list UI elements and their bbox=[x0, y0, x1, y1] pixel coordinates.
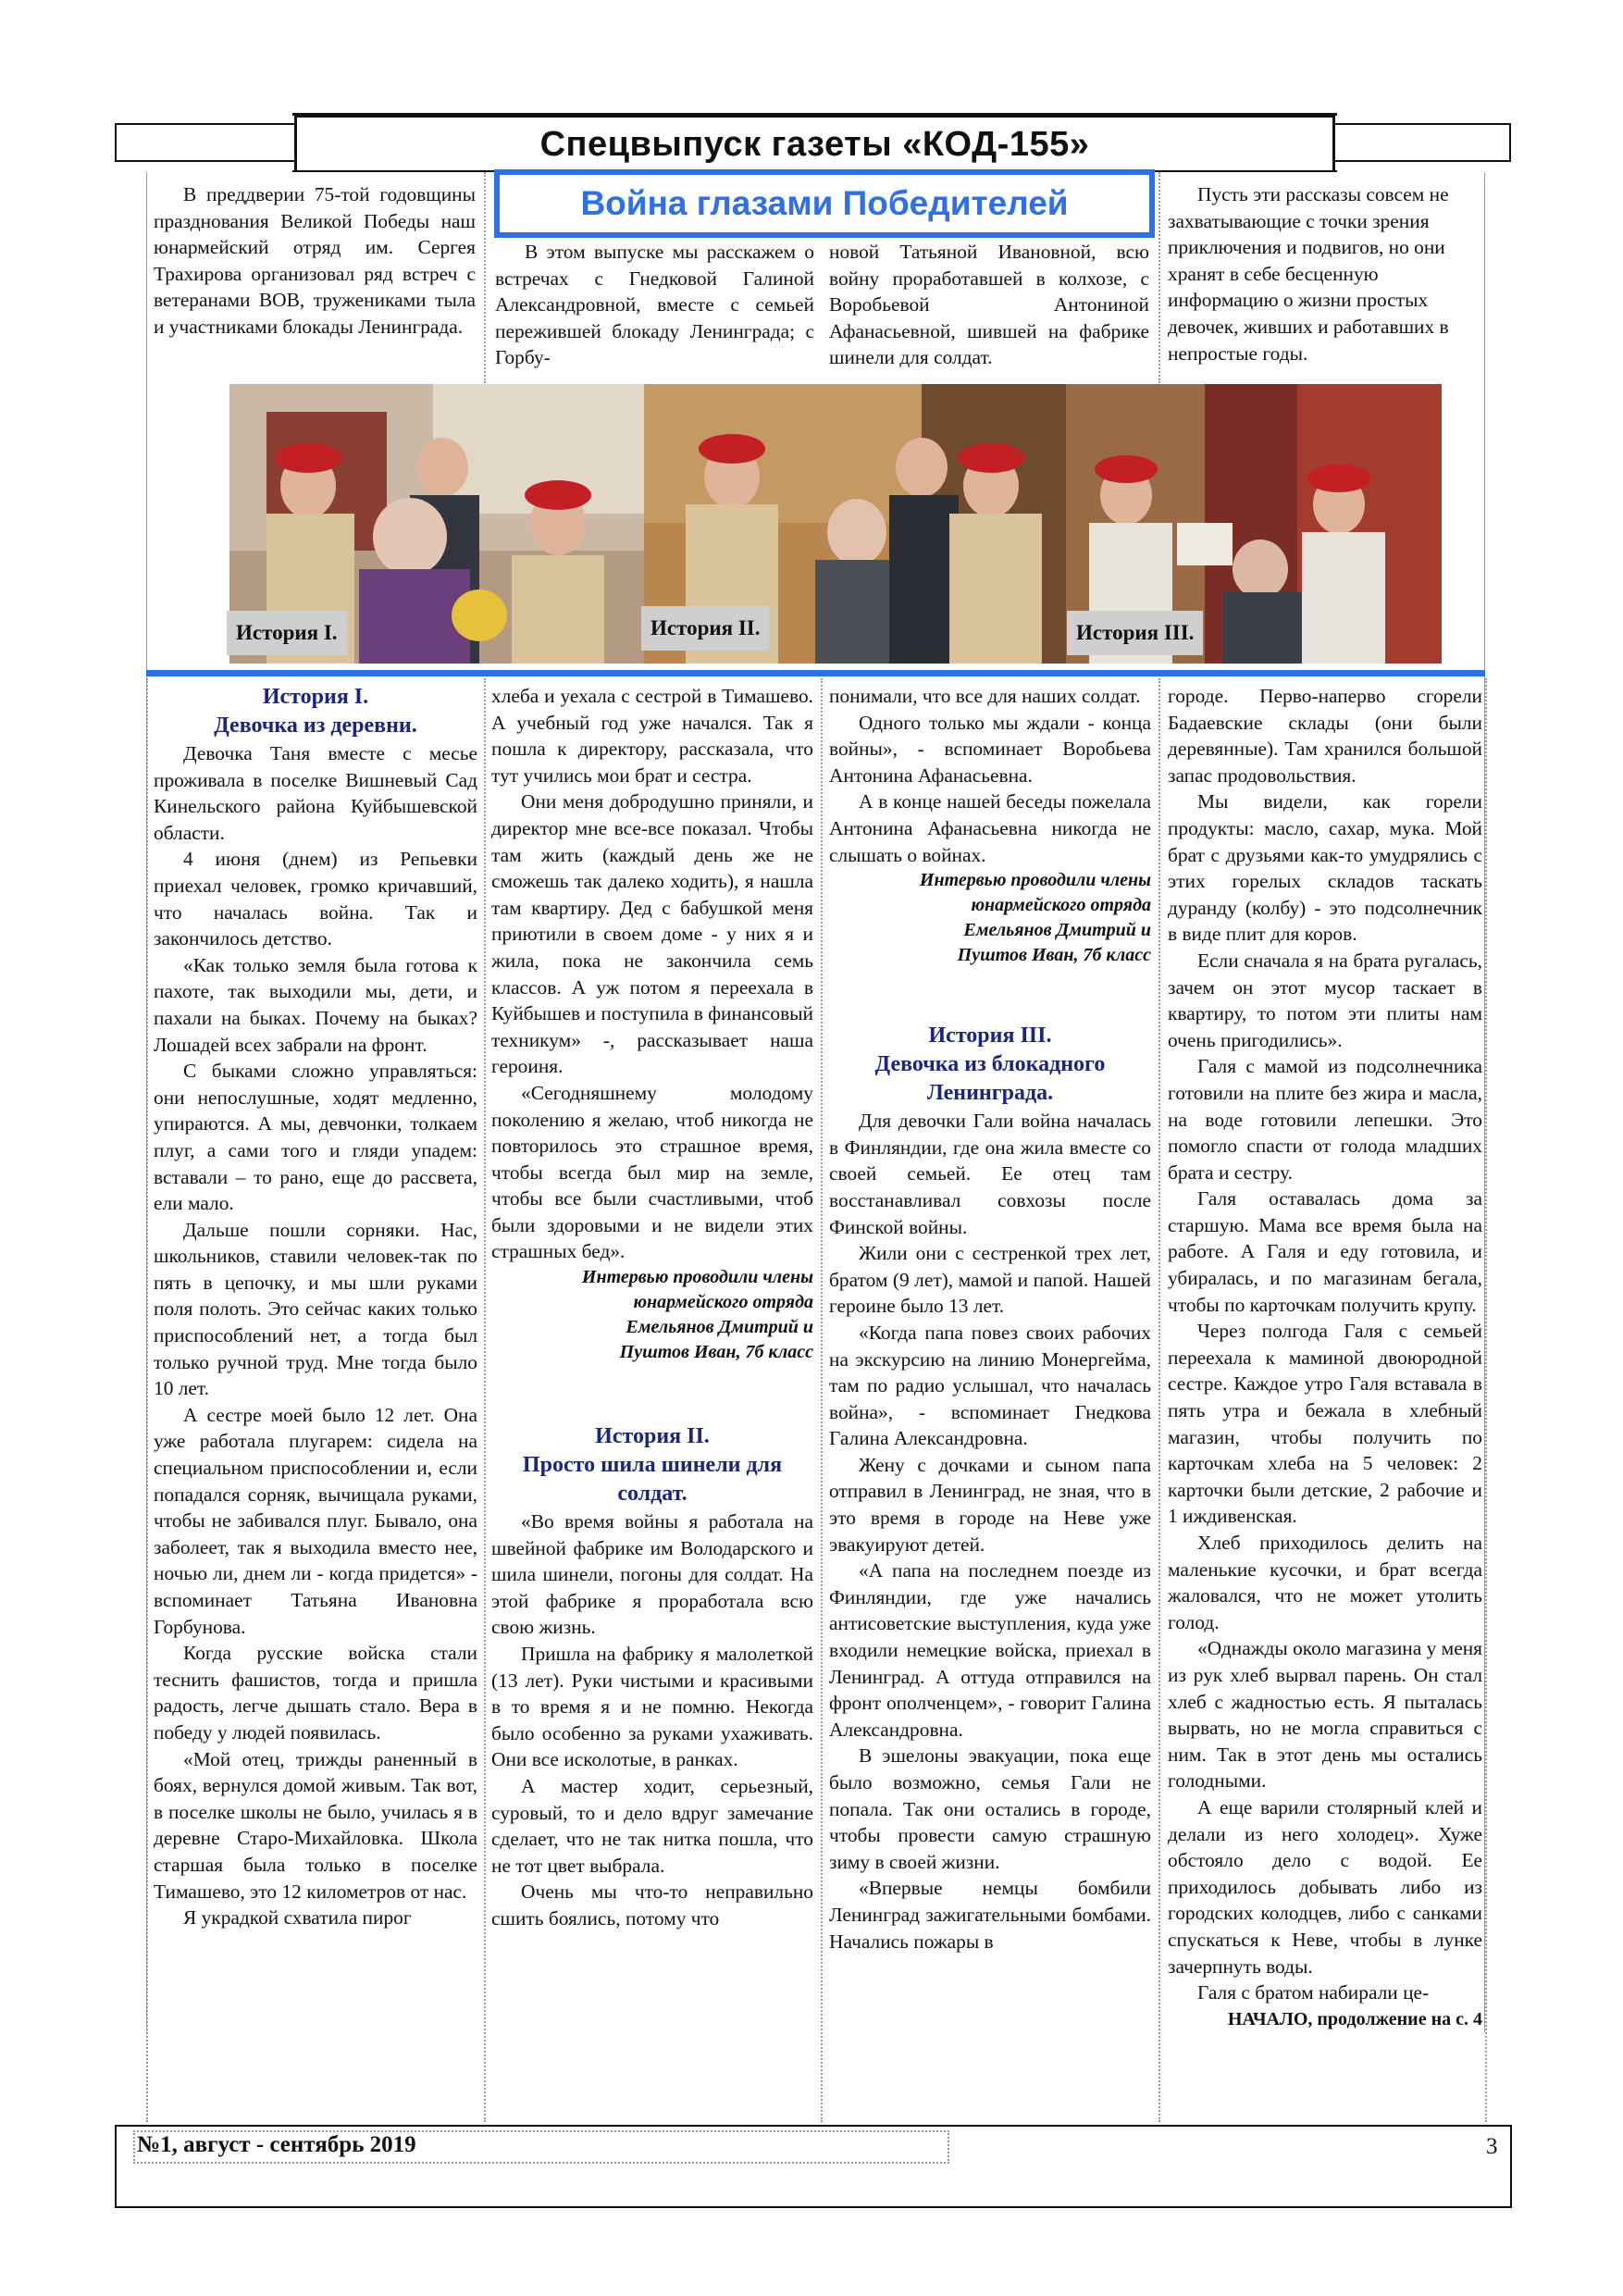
footer-issue: №1, август - сентябрь 2019 bbox=[137, 2132, 416, 2157]
signature-line: Емельянов Дмитрий и bbox=[626, 1317, 813, 1338]
column-separator bbox=[1158, 678, 1160, 2122]
continued-note: НАЧАЛО, продолжение на с. 4 bbox=[1227, 2008, 1482, 2029]
signature-line: Интервью проводили члены bbox=[919, 870, 1151, 891]
masthead-tab-right bbox=[1333, 123, 1511, 162]
story-2-paragraph-cont: понимали, что все для наших солдат. bbox=[829, 685, 1141, 707]
intro-col-1 bbox=[154, 181, 476, 341]
story-1-heading-title: Девочка из деревни. bbox=[214, 714, 417, 738]
story-2-signature bbox=[829, 868, 1151, 968]
story-col-1 bbox=[154, 683, 477, 1931]
masthead bbox=[294, 115, 1335, 172]
story-1-paragraph: А сестре моей было 12 лет. Она уже работала плугарем: сидела на специальном приспособлении и, если попадался сорняк, вычищала руками, чтобы не забивался плуг. Бывало, она заболеет, так я выходила вместо нее, ночью ли, днем ли - когда придется» - вспоминает Татьяна Ивановна Горбунова. bbox=[154, 1403, 477, 1638]
story-2-paragraph: «Во время войны я работала на швейной фабрике им Володарского и шила шинели, погоны для солдат. На этой фабрике я проработала всю свою жизнь. bbox=[491, 1510, 813, 1639]
story-1-heading-number: История I. bbox=[262, 685, 369, 709]
photo-caption-3: История III. bbox=[1067, 611, 1203, 655]
story-3-paragraph: «Однажды около магазина у меня из рук хлеб вырвал парень. Он стал хлеб с жадностью есть. Я пыталась вырвать, но не могла справиться с ним. Так в этот день мы остались голодными. bbox=[1168, 1637, 1482, 1793]
story-3-paragraph: Если сначала я на брата ругалась, зачем он этот мусор таскает в квартиру, то потом эти плиты нам очень пригодились». bbox=[1168, 949, 1482, 1051]
story-col-3 bbox=[829, 683, 1151, 1955]
story-col-4 bbox=[1168, 683, 1482, 2032]
signature-line: Пуштов Иван, 7б класс bbox=[619, 1342, 813, 1363]
intro-col-4 bbox=[1168, 181, 1482, 366]
spacer bbox=[829, 968, 1151, 1022]
story-1-signature bbox=[491, 1265, 813, 1365]
column-separator bbox=[146, 678, 148, 2122]
story-3-paragraph: Хлеб приходилось делить на маленькие кусочки, и брат всегда жаловался, что не может утолить голод. bbox=[1168, 1532, 1482, 1633]
headline-box bbox=[494, 169, 1155, 238]
column-separator bbox=[821, 678, 823, 2122]
story-1-paragraph: Дальше пошли сорняки. Нас, школьников, ставили человек-так по пять в цепочку, и мы шли руками поля полоть. Это сейчас каких только приспособлений нет, а тогда был только ручной труд. Мне тогда было 10 лет. bbox=[154, 1218, 477, 1400]
story-1-paragraph: Когда русские войска стали теснить фашистов, тогда и пришла радость, легче дышать стало. Вера в победу у людей появилась. bbox=[154, 1642, 477, 1744]
story-3-paragraph: Через полгода Галя с семьей переехала к маминой двоюродной сестре. Каждое утро Галя вставала в пять утра и бежала в хлебный магазин, чтобы получить по карточкам хлеба на 5 человек: 2 карточки были детские, 2 рабочие и 1 иждивенская. bbox=[1168, 1320, 1482, 1528]
column-separator bbox=[484, 172, 486, 383]
story-1-paragraph-cont: хлеба и уехала с сестрой в Тимашево. А учебный год уже начался. Так я пошла к директору, рассказала, что тут учились мои брат и сестра. bbox=[491, 685, 813, 787]
story-3-paragraph: «А папа на последнем поезде из Финляндии, где уже начались антисоветские выступления, куда уже входили немецкие войска, приехал в Ленинград. А оттуда отправился на фронт ополченцем», - говорит Галина Александровна. bbox=[829, 1559, 1151, 1741]
story-3-paragraph: Жили они с сестренкой трех лет, братом (9 лет), мамой и папой. Нашей героине было 13 лет. bbox=[829, 1242, 1151, 1318]
story-1-paragraph: С быками сложно управляться: они непослушные, ходят медленно, упираются. А мы, девчонки, толкаем плуг, а сами того и гляди упадем: вставали – то рано, еще до рассвета, ели мало. bbox=[154, 1060, 477, 1215]
story-3-paragraph: Мы видели, как горели продукты: масло, сахар, мука. Мой брат с друзьями как-то умудрялись с этих горелых складов таскать дуранду (колбу) - это подсолнечник в виде плит для коров. bbox=[1168, 790, 1482, 946]
story-1-paragraph: «Мой отец, трижды раненный в боях, вернулся домой живым. Так вот, в поселке школы не было, училась я в деревне Старо-Михайловка. Школа старшая была только в поселке Тимашево, это 12 километров от нас. bbox=[154, 1747, 477, 1903]
story-3-paragraph: В эшелоны эвакуации, пока еще было возможно, семья Гали не попала. Так они остались в городе, чтобы провести самую страшную зиму в своей жизни. bbox=[829, 1744, 1151, 1873]
story-3-paragraph: «Впервые немцы бомбили Ленинград зажигательными бомбами. Начались пожары в bbox=[829, 1877, 1151, 1953]
masthead-title: Спецвыпуск газеты «КОД-155» bbox=[539, 125, 1090, 164]
story-2-heading-title: Просто шила шинели для солдат. bbox=[522, 1453, 783, 1507]
intro-col-2 bbox=[495, 239, 814, 371]
story-2-paragraph: Пришла на фабрику я малолеткой (13 лет). Руки чистыми и красивыми в то время я и не помню. Некогда было особенно за руками ухаживать. Они все исколотые, в ранках. bbox=[491, 1643, 813, 1771]
story-1-paragraph: «Сегодняшнему молодому поколению я желаю, чтоб никогда не повторилось это страшное время, чтобы всегда был мир на земле, чтобы все были счастливыми, чтоб были здоровыми и не видели этих страшных бед». bbox=[491, 1081, 813, 1263]
blue-divider bbox=[146, 670, 1485, 676]
story-1-paragraph: Девочка Таня вместе с месье проживала в поселке Вишневый Сад Кинельского района Куйбышевской области. bbox=[154, 742, 477, 844]
story-col-2 bbox=[491, 683, 813, 1932]
story-3-paragraph: Жену с дочками и сыном папа отправил в Ленинград, не зная, что в это время в городе на Неве уже эвакуируют детей. bbox=[829, 1453, 1151, 1556]
intro-text-4: Пусть эти рассказы совсем не захватывающие с точки зрения приключения и подвигов, но они хранят в себе бесценную информацию о жизни простых девочек, живших и работавших в непростые годы. bbox=[1168, 183, 1449, 365]
story-2-paragraph: Очень мы что-то неправильно сшить боялись, потому что bbox=[491, 1880, 813, 1930]
story-3-paragraph: Для девочки Гали война началась в Финляндии, где она жила вместе со своей семьей. Ее отец там восстанавливал совхозы после Финской войны. bbox=[829, 1110, 1151, 1238]
story-1-paragraph: Они меня добродушно приняли, и директор мне все-все показал. Чтобы там жить (каждый день же не сможешь так далеко ходить), я нашла там квартиру. Дед с бабушкой меня приютили в своем доме - у них я и жила, пока не закончила семь классов. А уж потом я переехала в Куйбышев и поступила в финансовый техникум» -, рассказывает наша героиня. bbox=[491, 790, 813, 1078]
column-separator bbox=[1485, 678, 1487, 2122]
intro-col-3 bbox=[829, 239, 1149, 371]
story-2-paragraph: А в конце нашей беседы пожелала Антонина Афанасьевна никогда не слышать о войнах. bbox=[829, 790, 1151, 866]
story-1-paragraph: 4 июня (днем) из Репьевки приехал человек, громко кричавший, что началась война. Так и закончилось детство. bbox=[154, 848, 477, 950]
page-number: 3 bbox=[1486, 2134, 1498, 2159]
story-3-paragraph-cont: городе. Перво-наперво сгорели Бадаевские склады (они были деревянные). Там хранился большой запас продовольствия. bbox=[1168, 685, 1482, 787]
story-2-heading-number: История II. bbox=[595, 1424, 710, 1449]
story-3-paragraph: А еще варили столярный клей и делали из него холодец». Хуже обстояло дело с водой. Ее приходилось добывать либо из городских колодцев, либо с санками спускаться к Неве, чтобы в лунке зачерпнуть воды. bbox=[1168, 1795, 1482, 1978]
column-separator bbox=[484, 678, 486, 2122]
column-separator bbox=[1158, 172, 1160, 383]
signature-line: юнармейского отряда bbox=[971, 895, 1151, 916]
intro-text-3: новой Татьяной Ивановной, всю войну проработавшей в колхозе, с Воробьевой Антониной Афанасьевной, шившей на фабрике шинели для солдат. bbox=[829, 241, 1149, 369]
story-3-paragraph: «Когда папа повез своих рабочих на экскурсию на линию Монергейма, там по радио услышал, что началась война», - вспоминает Гнедкова Галина Александровна. bbox=[829, 1321, 1151, 1450]
story-1-paragraph: Я украдкой схватила пирог bbox=[183, 1906, 412, 1930]
story-3-heading-title: Девочка из блокадного Ленинграда. bbox=[874, 1052, 1106, 1106]
photo-caption-1: История I. bbox=[227, 611, 347, 655]
story-2-paragraph: Одного только мы ждали - конца войны», - вспоминает Воробьева Антонина Афанасьевна. bbox=[829, 711, 1151, 787]
story-1-paragraph: «Как только земля была готова к пахоте, так выходили мы, дети, и пахали на быках. Почему на быках? Лошадей всех забрали на фронт. bbox=[154, 953, 477, 1056]
signature-line: Емельянов Дмитрий и bbox=[963, 920, 1151, 941]
story-2-paragraph: А мастер ходит, серьезный, суровый, то и дело вдруг замечание сделает, что не так нитка пошла, что не тот цвет выбрала. bbox=[491, 1775, 813, 1877]
story-3-paragraph: Галя с братом набирали це- bbox=[1197, 1981, 1430, 2004]
story-3-heading-number: История III. bbox=[928, 1024, 1052, 1049]
spacer bbox=[491, 1365, 813, 1422]
signature-line: юнармейского отряда bbox=[633, 1292, 813, 1313]
photo-caption-2: История II. bbox=[641, 606, 769, 651]
story-3-paragraph: Галя с мамой из подсолнечника готовили на плите без жира и масла, на воде готовили лепешки. Это помогло спасти от голода младших брата и сестру. bbox=[1168, 1055, 1482, 1184]
headline: Война глазами Победителей bbox=[580, 184, 1069, 222]
signature-line: Пуштов Иван, 7б класс bbox=[957, 945, 1151, 966]
intro-text-2: В этом выпуске мы расскажем о встречах с Гнедковой Галиной Александровной, вместе с семьей пережившей блокаду Ленинграда; с Горбу- bbox=[495, 241, 814, 369]
story-3-paragraph: Галя оставалась дома за старшую. Мама все время была на работе. А Галя и еду готовила, и убиралась, и по магазинам бегала, чтобы по карточкам получить крупу. bbox=[1168, 1187, 1482, 1316]
masthead-tab-left bbox=[115, 123, 296, 162]
intro-text-1: В преддверии 75-той годовщины празднования Великой Победы наш юнармейский отряд им. Сергея Трахирова организовал ряд встреч с ветеранами ВОВ, тружениками тыла и участниками блокады Ленинграда. bbox=[154, 183, 476, 338]
signature-line: Интервью проводили члены bbox=[581, 1267, 813, 1288]
